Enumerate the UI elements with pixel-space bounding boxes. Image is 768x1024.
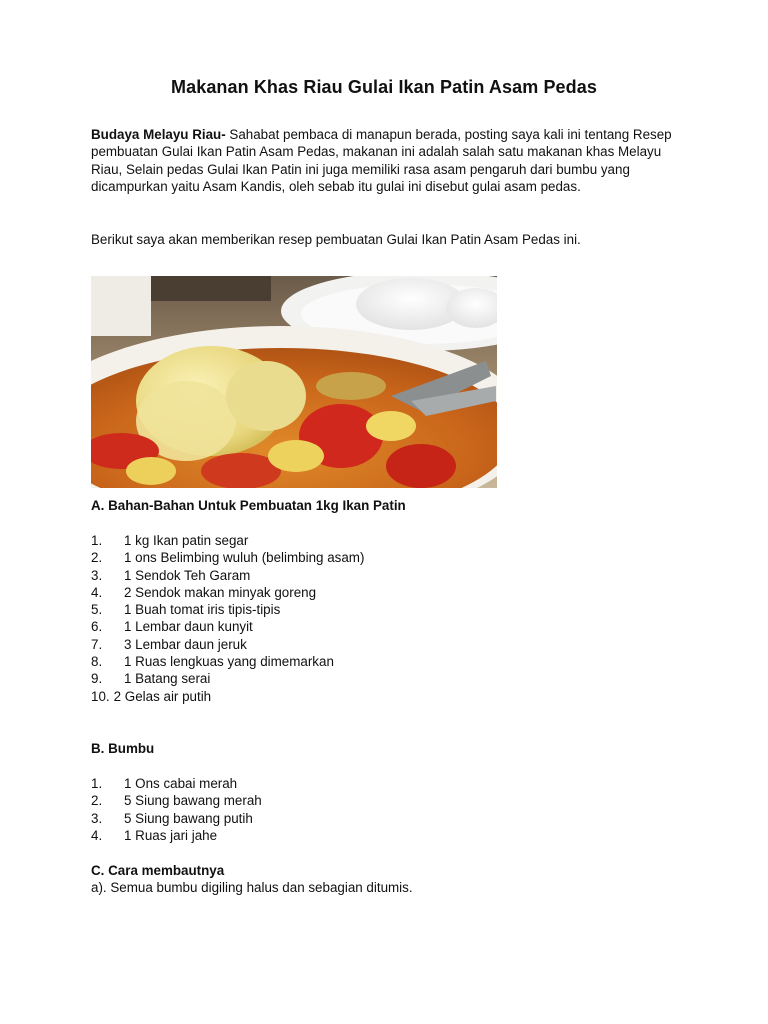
intro-text: Sahabat pembaca di manapun berada, posting saya kali ini tentang Resep pembuatan Gulai Ikan Patin Asam Pedas, makanan ini adalah salah satu makanan khas Melayu Riau, Selain pedas Gulai Ikan Patin ini juga memiliki rasa asam pengaruh dari bumbu yang dicampurkan yaitu Asam Kandis, oleh sebab itu gulai ini disebut gulai asam pedas.	[91, 127, 672, 195]
list-item: 3. 1 Sendok Teh Garam	[91, 567, 251, 583]
method-step: a). Semua bumbu digiling halus dan sebagian ditumis.	[91, 880, 413, 895]
page-title: Makanan Khas Riau Gulai Ikan Patin Asam Pedas	[171, 77, 597, 97]
list-item: 6. 1 Lembar daun kunyit	[91, 619, 253, 635]
list-item: 7. 3 Lembar daun jeruk	[91, 636, 247, 652]
list-item: 10. 2 Gelas air putih	[91, 688, 212, 704]
list-item: 2. 1 ons Belimbing wuluh (belimbing asam)	[91, 550, 365, 566]
section-b-heading: B. Bumbu	[91, 741, 155, 756]
section-a-heading: A. Bahan-Bahan Untuk Pembuatan 1kg Ikan Patin	[91, 498, 406, 513]
list-item: 1. 1 Ons cabai merah	[91, 776, 238, 791]
ingredient-list	[91, 532, 364, 705]
dish-photo	[91, 276, 497, 488]
intro-paragraph	[91, 126, 691, 196]
list-item: 5. 1 Buah tomat iris tipis-tipis	[91, 602, 281, 618]
list-item: 3. 5 Siung bawang putih	[91, 810, 253, 826]
intro-paragraph-2: Berikut saya akan memberikan resep pembuatan Gulai Ikan Patin Asam Pedas ini.	[91, 232, 581, 247]
list-item: 2. 5 Siung bawang merah	[91, 793, 262, 809]
list-item: 8. 1 Ruas lengkuas yang dimemarkan	[91, 654, 334, 670]
section-c-heading: C. Cara membautnya	[91, 863, 225, 878]
list-item: 1. 1 kg Ikan patin segar	[91, 533, 249, 548]
intro-lead: Budaya Melayu Riau-	[91, 127, 226, 142]
list-item: 4. 1 Ruas jari jahe	[91, 827, 218, 843]
spice-list	[91, 775, 262, 844]
list-item: 4. 2 Sendok makan minyak goreng	[91, 584, 317, 600]
list-item: 9. 1 Batang serai	[91, 671, 211, 687]
